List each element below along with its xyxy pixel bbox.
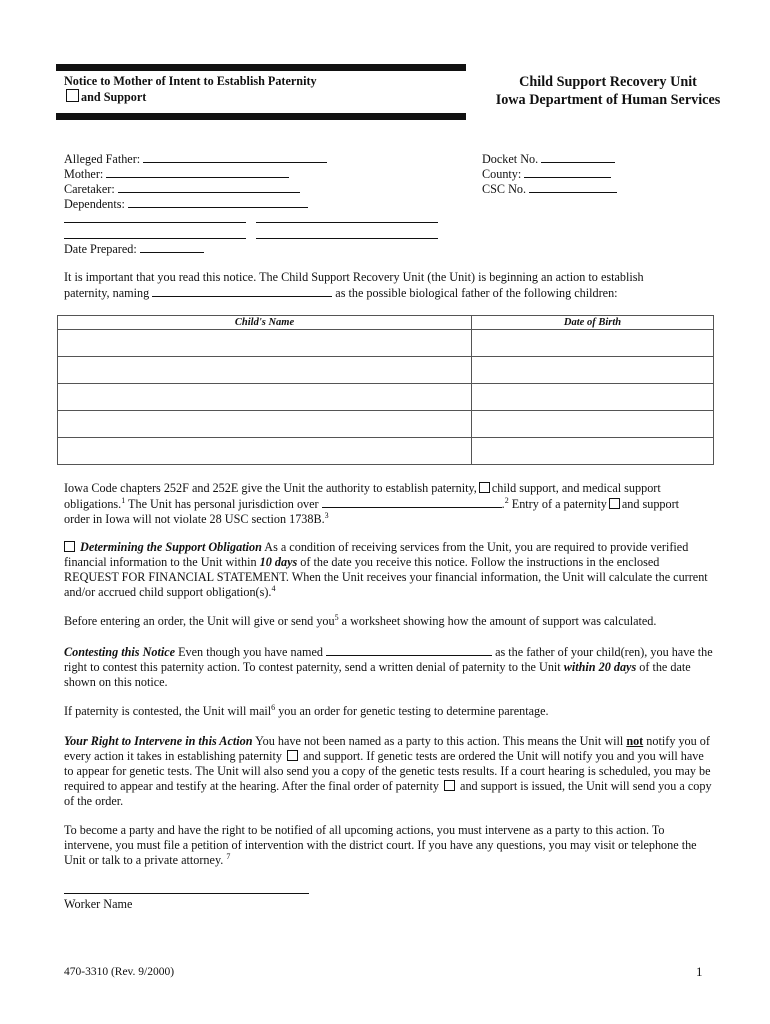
table-row <box>58 438 714 465</box>
column-header-childs-name: Child's Name <box>58 316 472 330</box>
child-name-cell[interactable] <box>58 411 472 438</box>
table-row <box>58 357 714 384</box>
checkbox-paternity-authority[interactable] <box>479 482 490 493</box>
dependents-input[interactable] <box>128 196 308 208</box>
caretaker-input[interactable] <box>118 181 300 193</box>
checkbox-support-title[interactable] <box>66 89 79 102</box>
alleged-father-field: Alleged Father: <box>64 151 327 167</box>
page-number: 1 <box>696 964 703 979</box>
docket-no-input[interactable] <box>541 151 615 163</box>
column-header-date-of-birth: Date of Birth <box>472 316 714 330</box>
date-prepared-field: Date Prepared: <box>64 241 204 257</box>
mother-field: Mother: <box>64 166 289 182</box>
date-of-birth-cell[interactable] <box>472 384 714 411</box>
genetic-testing-paragraph: If paternity is contested, the Unit will mail$^6$ you an order for genetic testing to determine parentage. <box>64 702 549 718</box>
table-header-row <box>58 316 714 330</box>
date-of-birth-cell[interactable] <box>472 330 714 357</box>
date-of-birth-cell[interactable] <box>472 357 714 384</box>
dependent-line-4[interactable] <box>256 238 438 239</box>
checkbox-paternity-entry[interactable] <box>609 498 620 509</box>
notice-title: Notice to Mother of Intent to Establish Paternity and Support <box>64 74 317 104</box>
named-father-input-2[interactable] <box>326 644 492 656</box>
checkbox-final-order-paternity[interactable] <box>444 780 455 791</box>
named-father-input[interactable] <box>152 285 332 297</box>
date-prepared-input[interactable] <box>140 241 204 253</box>
checkbox-intervene-paternity[interactable] <box>287 750 298 761</box>
header-bottom-bar <box>56 113 466 120</box>
child-name-cell[interactable] <box>58 384 472 411</box>
intervene-paragraph: Your Right to Intervene in this Action You have not been named as a party to this action. This means the Unit will not notify you of every action it takes in establishing paternity and support. If genetic tests are ordered the Unit will notify you and you will have to appear for genetic tests. The Unit will also send you a copy of the genetic tests results. If a court hearing is scheduled, you may be required to appear and testify at the hearing. After the final order of paternity and support is issued, the Unit will send you a copy of the order. <box>64 734 712 808</box>
child-name-cell[interactable] <box>58 357 472 384</box>
caretaker-field: Caretaker: <box>64 181 300 197</box>
header-top-bar <box>56 64 466 71</box>
agency-title: Child Support Recovery Unit Iowa Department of Human Services <box>495 74 721 108</box>
alleged-father-input[interactable] <box>143 151 327 163</box>
dependent-line-2[interactable] <box>256 222 438 223</box>
children-table <box>57 315 714 465</box>
table-row <box>58 330 714 357</box>
mother-input[interactable] <box>106 166 289 178</box>
county-field: County: <box>482 166 611 182</box>
csc-no-field: CSC No. <box>482 181 617 197</box>
county-input[interactable] <box>524 166 611 178</box>
child-name-cell[interactable] <box>58 438 472 465</box>
worksheet-paragraph: Before entering an order, the Unit will give or send you$^5$ a worksheet showing how the amount of support was calculated. <box>64 612 657 628</box>
determining-paragraph: Determining the Support Obligation As a condition of receiving services from the Unit, you are required to provide verified financial information to the Unit within 10 days of the date you receive this notice. Follow the instructions in the enclosed REQUEST FOR FINANCIAL STATEMENT. When the Unit receives your financial information, the Unit will calculate the current and/or accrued child support obligation(s).$^4$ <box>64 540 708 599</box>
dependent-line-1[interactable] <box>64 222 246 223</box>
intro-paragraph: It is important that you read this notice. The Child Support Recovery Unit (the Unit) is beginning an action to establish paternity, naming as the possible biological father of the following children: <box>64 270 644 300</box>
date-of-birth-cell[interactable] <box>472 411 714 438</box>
authority-paragraph: Iowa Code chapters 252F and 252E give the Unit the authority to establish paternity, child support, and medical support obligations.$^1$ The Unit has personal jurisdiction over .$^2$ Entry of a paternity and support order in Iowa will not violate 28 USC section 1738B.$^3$ <box>64 481 680 526</box>
form-number: 470-3310 (Rev. 9/2000) <box>64 966 175 978</box>
table-row <box>58 384 714 411</box>
worker-name-label: Worker Name <box>64 897 133 911</box>
date-of-birth-cell[interactable] <box>472 438 714 465</box>
jurisdiction-input[interactable] <box>322 496 502 508</box>
csc-no-input[interactable] <box>529 181 617 193</box>
dependent-line-3[interactable] <box>64 238 246 239</box>
party-paragraph: To become a party and have the right to be notified of all upcoming actions, you must intervene as a party to this action. To intervene, you must file a petition of intervention with the district court. If you have any questions, you may visit or telephone the Unit or talk to a private attorney. $^7$ <box>64 823 697 867</box>
worker-signature-line[interactable] <box>64 893 309 894</box>
table-row <box>58 411 714 438</box>
dependents-field: Dependents: <box>64 196 308 212</box>
contesting-paragraph: Contesting this Notice Even though you have named as the father of your child(ren), you have the right to contest this paternity action. To contest paternity, send a written denial of paternity to the Unit within 20 days of the date shown on this notice. <box>64 645 713 689</box>
checkbox-determining[interactable] <box>64 541 75 552</box>
child-name-cell[interactable] <box>58 330 472 357</box>
docket-no-field: Docket No. <box>482 151 615 167</box>
